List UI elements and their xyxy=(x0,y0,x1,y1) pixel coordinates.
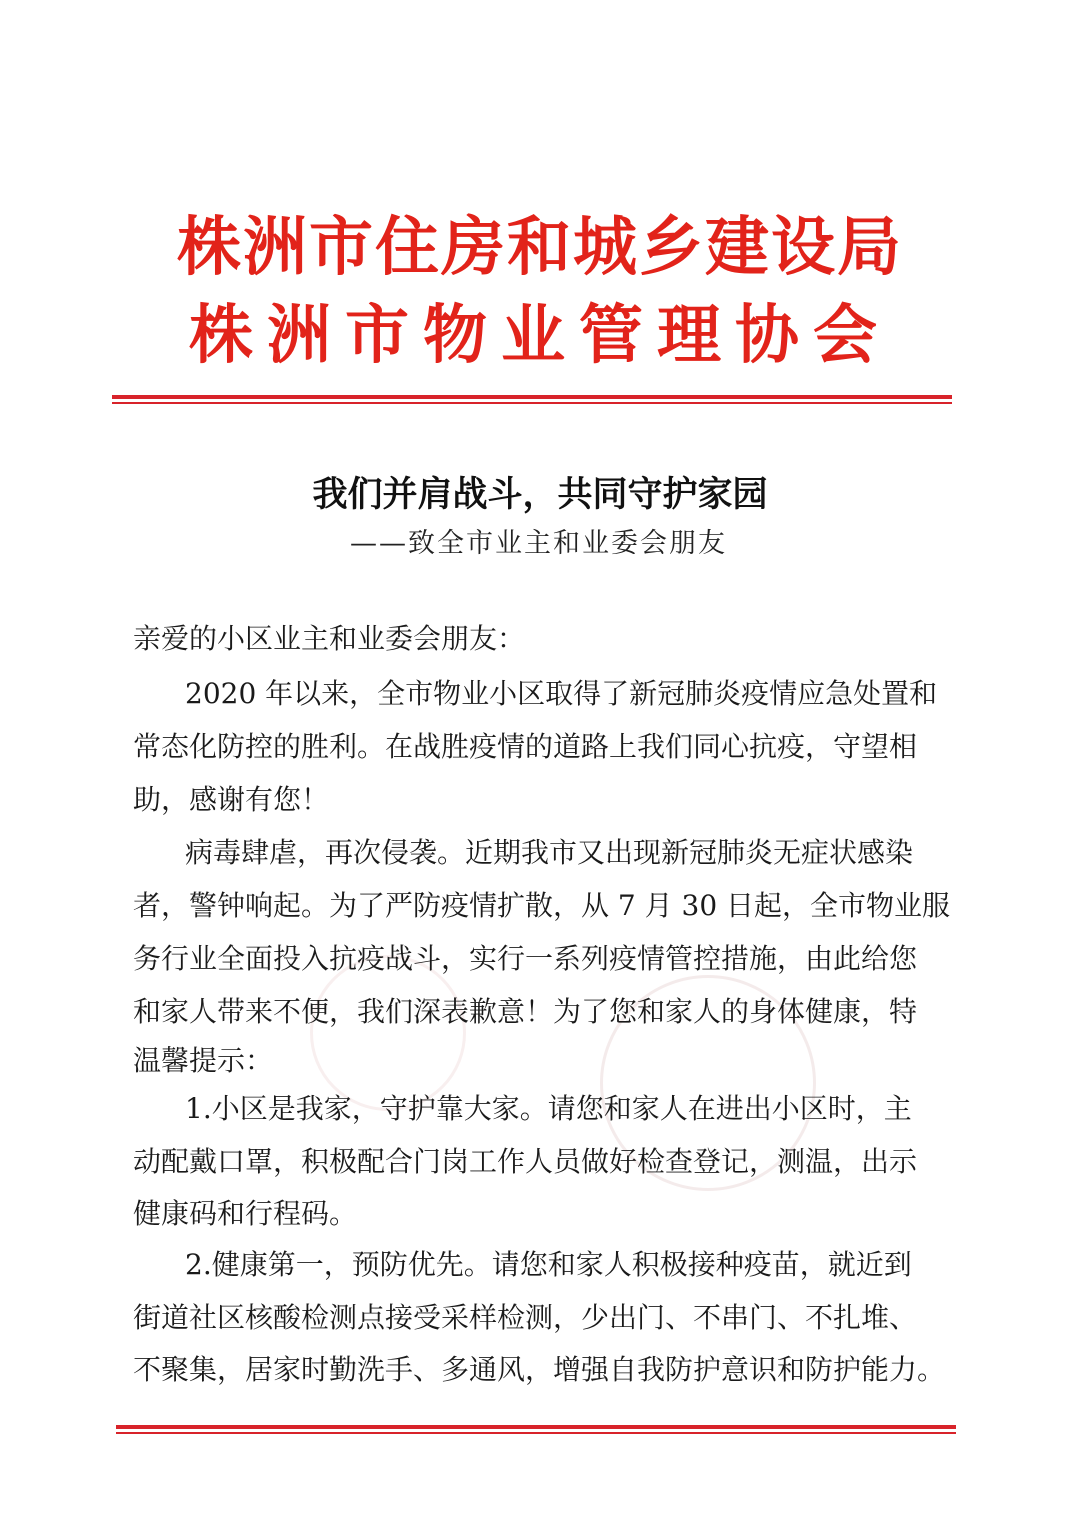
body-line: 不聚集，居家时勤洗手、多通风，增强自我防护意识和防护能力。 xyxy=(133,1353,946,1386)
red-rule-thick xyxy=(112,395,952,399)
red-rule-thin xyxy=(116,1432,956,1434)
red-divider-bottom xyxy=(116,1425,956,1434)
masthead-line-1: 株洲市住房和城乡建设局 xyxy=(177,211,903,285)
red-divider-top xyxy=(112,395,952,404)
document-subtitle: ——致全市业主和业委会朋友 xyxy=(350,528,727,559)
document-title: 我们并肩战斗，共同守护家园 xyxy=(312,475,768,515)
body-line: 健康码和行程码。 xyxy=(133,1197,358,1230)
salutation: 亲爱的小区业主和业委会朋友： xyxy=(133,622,526,655)
body-line: 者，警钟响起。为了严防疫情扩散，从 7 月 30 日起，全市物业服 xyxy=(133,889,951,922)
body-line: 1.小区是我家，守护靠大家。请您和家人在进出小区时，主 xyxy=(185,1092,912,1125)
body-line: 务行业全面投入抗疫战斗，实行一系列疫情管控措施，由此给您 xyxy=(133,942,918,975)
red-rule-thick xyxy=(116,1425,956,1429)
body-line: 2020 年以来，全市物业小区取得了新冠肺炎疫情应急处置和 xyxy=(185,677,938,710)
body-line: 动配戴口罩，积极配合门岗工作人员做好检查登记，测温，出示 xyxy=(133,1145,918,1178)
body-line: 和家人带来不便，我们深表歉意！为了您和家人的身体健康，特 xyxy=(133,995,918,1028)
body-line: 2.健康第一，预防优先。请您和家人积极接种疫苗，就近到 xyxy=(185,1248,912,1281)
body-line: 病毒肆虐，再次侵袭。近期我市又出现新冠肺炎无症状感染 xyxy=(185,836,914,869)
body-line: 温馨提示： xyxy=(133,1044,274,1077)
body-line: 助，感谢有您！ xyxy=(133,783,330,816)
red-rule-thin xyxy=(112,402,952,404)
body-line: 街道社区核酸检测点接受采样检测，少出门、不串门、不扎堆、 xyxy=(133,1301,918,1334)
masthead-line-2: 株洲市物业管理协会 xyxy=(189,299,891,373)
body-line: 常态化防控的胜利。在战胜疫情的道路上我们同心抗疫，守望相 xyxy=(133,730,918,763)
